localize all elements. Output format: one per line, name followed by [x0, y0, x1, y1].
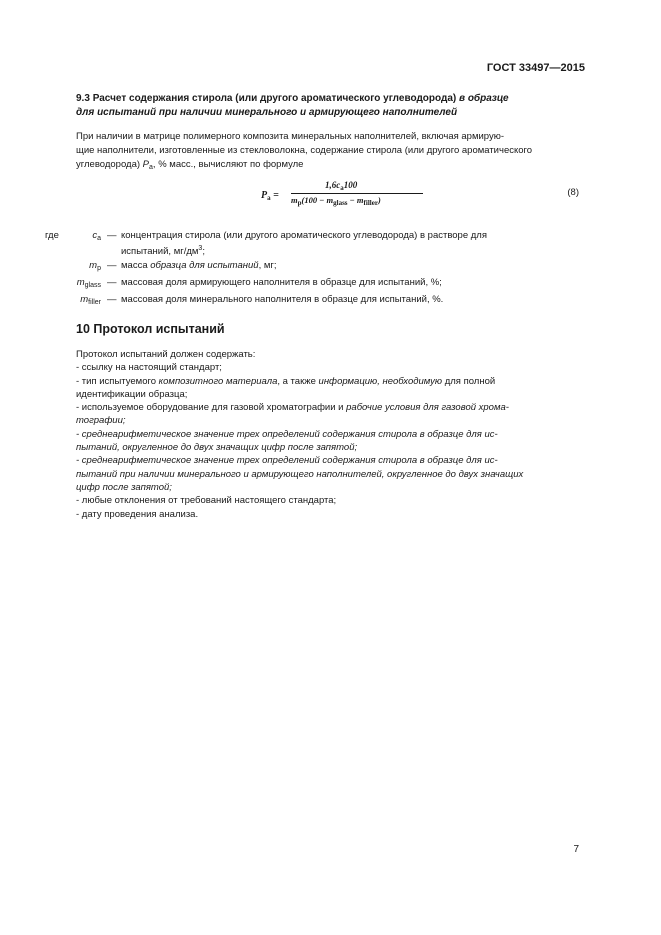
- where-item-mfiller: [45, 293, 585, 307]
- where-desc: массовая доля армирующего наполнителя в образце для испытаний, %;: [121, 277, 442, 288]
- where-item-mp: [45, 259, 585, 273]
- para-line-2: щие наполнители, изготовленные из стекловолокна, содержание стирола (или другого ароматического: [76, 145, 533, 156]
- standard-code: ГОСТ 33497—2015: [486, 62, 585, 74]
- list-intro: Протокол испытаний должен содержать:: [76, 349, 256, 360]
- where-desc: масса образца для испытаний, мг;: [121, 260, 277, 271]
- para-line-1: При наличии в матрице полимерного композита минеральных наполнителей, включая армирую-: [76, 131, 505, 142]
- section-title-regular: Расчет содержания стирола (или другого ароматического углеводорода): [92, 93, 457, 104]
- where-desc: концентрация стирола (или другого ароматического углеводорода) в растворе для: [121, 230, 487, 241]
- where-symbol: $m_{filler}$: [80, 294, 101, 306]
- where-dash: —: [107, 230, 117, 241]
- list-item-cont: пытаний, округленное до двух значащих цифр после запятой;: [76, 442, 358, 454]
- section-9-3-heading: [76, 92, 581, 120]
- para-line-3-post: , % масс., вычисляют по формуле: [152, 159, 304, 170]
- section-title-italic-2: для испытаний при наличии минерального и армирующего наполнителей: [76, 107, 458, 118]
- list-item-cont: тографии;: [76, 415, 126, 427]
- where-item-mglass: [45, 276, 585, 290]
- list-item: - дату проведения анализа.: [76, 508, 199, 520]
- formula-lhs: $P_a$ =: [261, 190, 279, 202]
- section-number: 9.3: [76, 93, 90, 104]
- where-symbol: $m_p$: [89, 260, 101, 272]
- list-item: - используемое оборудование для газовой хроматографии и рабочие условия для газовой хрома-: [76, 402, 509, 414]
- formula-denominator: $m_p(100 - m_{glass} - m_{filler})$: [291, 195, 381, 207]
- formula-8: [255, 180, 435, 212]
- where-symbol: $c_a$: [92, 230, 101, 242]
- list-item: - среднеарифметическое значение трех определений содержания стирола в образце для ис-: [76, 428, 498, 440]
- list-item: - среднеарифметическое значение трех определений содержания стирола в образце для ис-: [76, 455, 498, 467]
- list-item: - ссылку на настоящий стандарт;: [76, 362, 222, 374]
- section-9-3-paragraph: [76, 130, 581, 175]
- section-10-heading: 10 Протокол испытаний: [76, 322, 225, 336]
- where-item-ca: [45, 229, 585, 257]
- section-title-italic-1: в образце: [459, 93, 509, 104]
- list-item: - тип испытуемого композитного материала, а также информацию, необходимую для полной: [76, 375, 496, 387]
- where-desc-line2: испытаний, $мг/дм^3$;: [121, 245, 205, 257]
- list-item-cont: цифр после запятой;: [76, 481, 172, 493]
- para-symbol: P: [142, 159, 150, 170]
- list-item: - любые отклонения от требований настоящего стандарта;: [76, 495, 337, 507]
- page-number: 7: [573, 844, 579, 855]
- where-dash: —: [107, 260, 117, 271]
- formula-number: (8): [567, 187, 579, 198]
- list-item-cont: идентификации образца;: [76, 388, 188, 400]
- formula-numerator: $1,6c_a100$: [325, 180, 358, 192]
- fraction-bar: [291, 193, 423, 194]
- where-desc: массовая доля минерального наполнителя в образце для испытаний, %.: [121, 294, 444, 305]
- para-line-3-pre: углеводорода): [76, 159, 141, 170]
- where-dash: —: [107, 277, 117, 288]
- protocol-list: [76, 348, 581, 521]
- para-symbol-sub: a: [149, 164, 153, 171]
- list-item-cont: пытаний при наличии минерального и армирующего наполнителей, округленное до двух значащих: [76, 468, 524, 480]
- where-dash: —: [107, 294, 117, 305]
- where-symbol: $m_{glass}$: [76, 277, 101, 289]
- where-label: где: [45, 230, 59, 241]
